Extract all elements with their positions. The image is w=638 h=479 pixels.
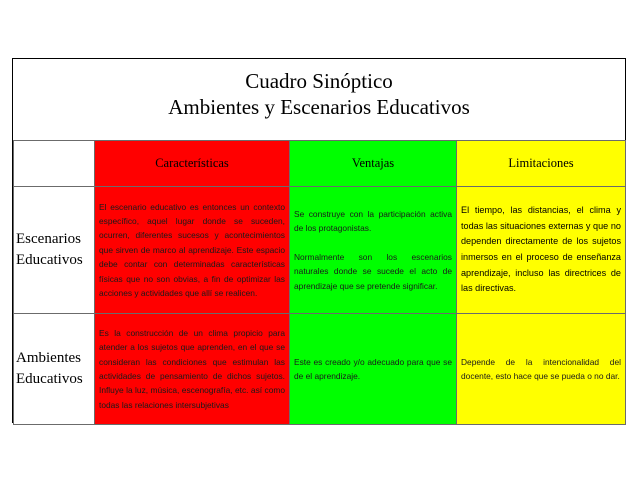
cell-limitaciones: [457, 187, 626, 314]
row-label-line: Educativos: [16, 371, 83, 387]
table-row: [14, 187, 626, 314]
header-caracteristicas: Características: [95, 141, 290, 187]
header-ventajas: Ventajas: [290, 141, 457, 187]
cell-text: Depende de la intencionalidad del docente, esto hace que se pueda o no dar.: [461, 356, 621, 381]
corner-cell: [14, 141, 95, 187]
row-label-line: Escenarios: [16, 231, 81, 247]
row-label-line: Educativos: [16, 252, 83, 268]
cell-limitaciones: [457, 314, 626, 425]
cell-text: Normalmente son los escenarios naturales donde se sucede el acto de aprendizaje que se pretende significar.: [294, 251, 452, 291]
synoptic-chart: [12, 58, 626, 423]
row-label-line: Ambientes: [16, 350, 81, 366]
row-label-ambientes: [14, 314, 95, 425]
row-label-escenarios: [14, 187, 95, 314]
cell-text: El escenario educativo es entonces un contexto específico, aquel lugar donde se suceden, ocurren, diferentes sucesos y acontecimientos que sirven de marco al aprendizaje. Este espacio debe contar con determinadas características físicas que no son obvias, a fin de optimizar las acciones y actividades que allí se realicen.: [99, 201, 285, 299]
cell-text: Es la construcción de un clima propicio para atender a los sujetos que aprenden, en el que se consideran las condiciones que estimulan las actividades de pensamiento de dichos sujetos. Influye la luz, música, escenografía, etc. así como todas las relaciones intersubjetivas: [99, 327, 285, 410]
cell-text: Este es creado y/o adecuado para que se de el aprendizaje.: [294, 356, 452, 381]
cell-text: Se construye con la participación activa de los protagonistas.: [294, 208, 452, 234]
synoptic-table: [13, 140, 626, 425]
cell-caracteristicas: [95, 187, 290, 314]
chart-title: Cuadro Sinóptico: [245, 69, 393, 93]
cell-text: El tiempo, las distancias, el clima y todas las situaciones externas y que no dependen directamente de los sujetos inmersos en el proceso de enseñanza aprendizaje, incluso las directrices de las directivas.: [461, 205, 621, 294]
header-limitaciones: Limitaciones: [457, 141, 626, 187]
chart-subtitle: Ambientes y Escenarios Educativos: [168, 95, 470, 119]
cell-ventajas: [290, 187, 457, 314]
header-row: [14, 141, 626, 187]
table-row: [14, 314, 626, 425]
cell-caracteristicas: [95, 314, 290, 425]
cell-ventajas: [290, 314, 457, 425]
